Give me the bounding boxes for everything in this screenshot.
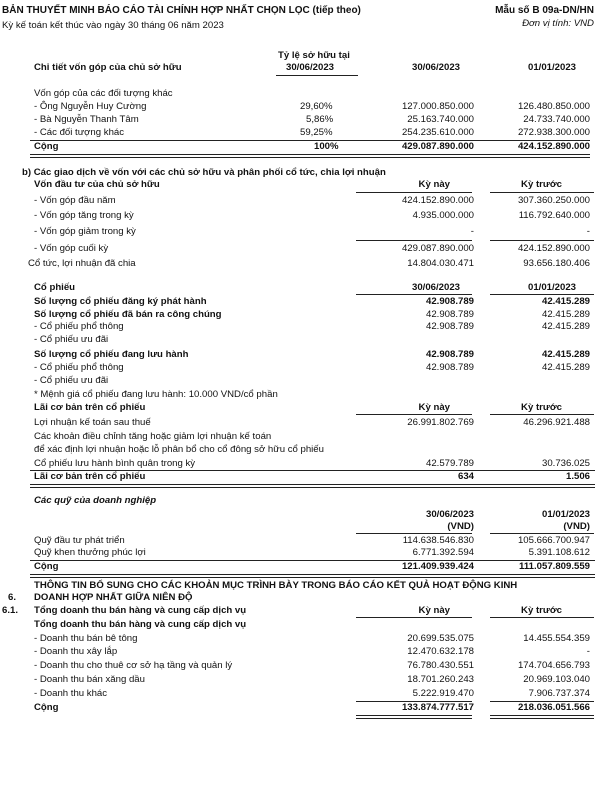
s61-col-b: Kỳ trước bbox=[521, 605, 562, 616]
s61-row-a: 18.701.260.243 bbox=[407, 674, 474, 685]
s1-double-rule bbox=[30, 154, 590, 158]
s2-head: Vốn đầu tư của chủ sở hữu bbox=[34, 179, 160, 190]
s4-r4-label: Lãi cơ bản trên cổ phiếu bbox=[34, 471, 146, 482]
s2-row bbox=[0, 195, 600, 207]
s61-row-a: 5.222.919.470 bbox=[412, 688, 474, 699]
s3-row-a: 42.908.789 bbox=[425, 321, 474, 332]
s4-col-a-rule bbox=[356, 414, 472, 415]
s5-col-a-unit: (VND) bbox=[447, 521, 474, 532]
s5-row-b: 105.666.700.947 bbox=[517, 535, 590, 546]
s4-col-a: Kỳ này bbox=[418, 402, 450, 413]
s3-row-a: 42.908.789 bbox=[425, 309, 474, 320]
s3-row-label: Số lượng cổ phiếu đã bán ra công chúng bbox=[34, 309, 222, 320]
s3-row bbox=[0, 334, 600, 346]
s61-col-b-rule bbox=[490, 617, 594, 618]
s61-row-b: 20.969.103.040 bbox=[523, 674, 590, 685]
s5-row bbox=[0, 535, 600, 547]
s61-double-rule-a bbox=[356, 715, 472, 719]
s2-row-a: 4.935.000.000 bbox=[412, 210, 474, 221]
s4-row-2a bbox=[0, 431, 600, 443]
s2-col-a: Kỳ này bbox=[418, 179, 450, 190]
s3-row-label: - Cổ phiếu ưu đãi bbox=[34, 334, 109, 345]
s3-row-b: 42.415.289 bbox=[541, 349, 590, 360]
s3-row-label: Số lượng cổ phiếu đang lưu hành bbox=[34, 349, 189, 360]
s4-r1-a: 26.991.802.769 bbox=[407, 417, 474, 428]
s3-col-a-rule bbox=[356, 294, 472, 295]
s1-col-header-1 bbox=[0, 50, 600, 62]
s2-row bbox=[0, 258, 600, 270]
s2-col-b-rule bbox=[490, 192, 594, 193]
s1-row bbox=[0, 127, 600, 139]
s2-row-b: - bbox=[586, 226, 590, 237]
form-number: Mẫu số B 09a-DN/HN bbox=[495, 5, 594, 16]
s1-row-b: 272.938.300.000 bbox=[517, 127, 590, 138]
s61-head-row bbox=[0, 619, 600, 631]
s4-row-1 bbox=[0, 417, 600, 429]
s1-col-header-2 bbox=[0, 62, 600, 74]
s5-title: Các quỹ của doanh nghiệp bbox=[34, 495, 157, 506]
s2-title: b) Các giao dịch về vốn với các chủ sở hữu và phân phối cổ tức, chia lợi nhuận bbox=[22, 167, 386, 178]
s6-title-2: DOANH HỢP NHẤT GIỮA NIÊN ĐỘ bbox=[34, 592, 193, 603]
currency-unit: Đơn vị tính: VND bbox=[522, 18, 594, 29]
s1-row-pct: 29,60% bbox=[300, 101, 333, 112]
s3-row-label: - Cổ phiếu ưu đãi bbox=[34, 375, 109, 386]
s3-col-a: 30/06/2023 bbox=[411, 282, 460, 293]
s4-row-4 bbox=[0, 471, 600, 483]
s5-col-header-2 bbox=[0, 521, 600, 533]
s2-row-label: - Vốn góp cuối kỳ bbox=[34, 243, 109, 254]
s61-row-a: 20.699.535.075 bbox=[407, 633, 474, 644]
s6-title-1: THÔNG TIN BỔ SUNG CHO CÁC KHOẢN MỤC TRÌNH BÀY TRONG BÁO CÁO KẾT QUẢ HOẠT ĐỘNG KINH bbox=[34, 580, 518, 591]
s61-row-label: - Doanh thu xây lắp bbox=[34, 646, 118, 657]
s5-col-a: 30/06/2023 bbox=[425, 509, 474, 520]
s1-col-pct-line1: Tỷ lệ sở hữu tại bbox=[278, 50, 350, 61]
s4-r3-b: 30.736.025 bbox=[541, 458, 590, 469]
s2-row-label: - Vốn góp tăng trong kỳ bbox=[34, 210, 134, 221]
s4-r4-b: 1.506 bbox=[565, 471, 590, 482]
s2-row-a: 429.087.890.000 bbox=[401, 243, 474, 254]
s5-col-b: 01/01/2023 bbox=[541, 509, 590, 520]
s2-row-a: 424.152.890.000 bbox=[401, 195, 474, 206]
s61-row-label: - Doanh thu cho thuê cơ sở hạ tầng và quản lý bbox=[34, 660, 233, 671]
s61-row bbox=[0, 660, 600, 672]
s3-row bbox=[0, 362, 600, 374]
s2-head-row bbox=[0, 179, 600, 191]
s4-row-3 bbox=[0, 458, 600, 470]
s5-title-row bbox=[0, 495, 600, 507]
s3-row bbox=[0, 375, 600, 387]
s5-row bbox=[0, 547, 600, 559]
s61-row-label: - Doanh thu khác bbox=[34, 688, 108, 699]
s61-row-b: 7.906.737.374 bbox=[528, 688, 590, 699]
s1-total-pct: 100% bbox=[314, 141, 339, 152]
s61-row-b: 14.455.554.359 bbox=[523, 633, 590, 644]
s3-row-a: 42.908.789 bbox=[425, 349, 474, 360]
s1-col-b: 01/01/2023 bbox=[527, 62, 576, 73]
s5-total-a: 121.409.939.424 bbox=[401, 561, 474, 572]
s1-total-b: 424.152.890.000 bbox=[517, 141, 590, 152]
s5-row-label: Quỹ đầu tư phát triển bbox=[34, 535, 125, 546]
s3-row-b: 42.415.289 bbox=[541, 362, 590, 373]
s1-row-a: 127.000.850.000 bbox=[401, 101, 474, 112]
s61-row-b: - bbox=[586, 646, 590, 657]
s1-col-pct-line2: 30/06/2023 bbox=[286, 62, 335, 73]
s4-r3-a: 42.579.789 bbox=[425, 458, 474, 469]
s2-row-b: 93.656.180.406 bbox=[523, 258, 590, 269]
s1-row bbox=[0, 88, 600, 100]
s1-row-b: 24.733.740.000 bbox=[523, 114, 590, 125]
s1-row-label: Vốn góp của các đối tượng khác bbox=[34, 88, 173, 99]
s61-total-b: 218.036.051.566 bbox=[517, 702, 590, 713]
s3-col-b: 01/01/2023 bbox=[527, 282, 576, 293]
s6-sub-row bbox=[0, 605, 600, 617]
s2-row bbox=[0, 243, 600, 255]
s61-row-b: 174.704.656.793 bbox=[517, 660, 590, 671]
s4-r2-label-2: để xác định lợi nhuận hoặc lỗ phân bổ cho cổ đông sở hữu cổ phiếu bbox=[34, 444, 324, 455]
s1-row-pct: 59,25% bbox=[300, 127, 333, 138]
s3-row-b: 42.415.289 bbox=[541, 309, 590, 320]
s5-col-b-rule bbox=[490, 533, 594, 534]
s4-r4-a: 634 bbox=[457, 471, 474, 482]
s1-row bbox=[0, 114, 600, 126]
s5-total-row bbox=[0, 561, 600, 573]
s3-row-b: 42.415.289 bbox=[541, 321, 590, 332]
report-title: BẢN THUYẾT MINH BÁO CÁO TÀI CHÍNH HỢP NHẤT CHỌN LỌC (tiếp theo) bbox=[2, 5, 361, 16]
s2-row-label: - Vốn góp đầu năm bbox=[34, 195, 116, 206]
s3-row-label: - Cổ phiếu phổ thông bbox=[34, 321, 124, 332]
s3-row bbox=[0, 296, 600, 308]
s4-r3-label: Cổ phiếu lưu hành bình quân trong kỳ bbox=[34, 458, 196, 469]
s5-total-b: 111.057.809.559 bbox=[519, 561, 590, 572]
s61-title: Tổng doanh thu bán hàng và cung cấp dịch vụ bbox=[34, 605, 247, 616]
s2-col-b: Kỳ trước bbox=[521, 179, 562, 190]
s5-col-header-1 bbox=[0, 509, 600, 521]
s6-title-row-1 bbox=[0, 580, 600, 592]
s3-head: Cổ phiếu bbox=[34, 282, 76, 293]
s1-row-pct: 5,86% bbox=[306, 114, 334, 125]
s2-row-label: Cổ tức, lợi nhuận đã chia bbox=[28, 258, 136, 269]
report-period: Kỳ kế toán kết thúc vào ngày 30 tháng 06 năm 2023 bbox=[2, 20, 224, 31]
s1-underline-pct bbox=[276, 75, 358, 76]
s2-row-a: 14.804.030.471 bbox=[407, 258, 474, 269]
s2-row-label: - Vốn góp giảm trong kỳ bbox=[34, 226, 136, 237]
s4-head: Lãi cơ bản trên cổ phiếu bbox=[34, 402, 146, 413]
s3-row-b: 42.415.289 bbox=[541, 296, 590, 307]
s4-r2-label-1: Các khoản điều chỉnh tăng hoặc giảm lợi nhuận kế toán bbox=[34, 431, 272, 442]
s61-number: 6.1. bbox=[2, 605, 19, 616]
s4-r1-label: Lợi nhuận kế toán sau thuế bbox=[34, 417, 151, 428]
s61-row-label: - Doanh thu bán xăng dầu bbox=[34, 674, 145, 685]
s61-row bbox=[0, 633, 600, 645]
s2-row-b: 116.792.640.000 bbox=[518, 210, 590, 221]
s5-row-a: 6.771.392.594 bbox=[412, 547, 474, 558]
s61-head: Tổng doanh thu bán hàng và cung cấp dịch vụ bbox=[34, 619, 247, 630]
s4-col-b: Kỳ trước bbox=[521, 402, 562, 413]
s2-title-row bbox=[0, 167, 600, 179]
s2-row-b: 307.360.250.000 bbox=[517, 195, 590, 206]
s5-col-a-rule bbox=[356, 533, 472, 534]
s3-col-b-rule bbox=[490, 294, 594, 295]
s3-row-label: - Cổ phiếu phổ thông bbox=[34, 362, 124, 373]
s61-row bbox=[0, 688, 600, 700]
s61-row-label: - Doanh thu bán bê tông bbox=[34, 633, 138, 644]
s5-row-b: 5.391.108.612 bbox=[528, 547, 590, 558]
s5-total-label: Cộng bbox=[34, 561, 59, 572]
s61-row bbox=[0, 674, 600, 686]
s3-row bbox=[0, 389, 600, 401]
s61-total-a: 133.874.777.517 bbox=[401, 702, 474, 713]
s4-row-2b bbox=[0, 444, 600, 456]
s4-double-rule bbox=[30, 484, 595, 488]
s1-col-a: 30/06/2023 bbox=[411, 62, 460, 73]
s1-row-a: 25.163.740.000 bbox=[407, 114, 474, 125]
s1-title: Chi tiết vốn góp của chủ sở hữu bbox=[34, 62, 182, 73]
s1-row-a: 254.235.610.000 bbox=[401, 127, 474, 138]
s3-row bbox=[0, 321, 600, 333]
s5-row-a: 114.638.546.830 bbox=[402, 535, 474, 546]
s61-row-a: 76.780.430.551 bbox=[407, 660, 474, 671]
s1-row-label: - Bà Nguyễn Thanh Tâm bbox=[34, 114, 139, 125]
s2-sub-rule-a bbox=[356, 240, 472, 241]
s3-row-a: 42.908.789 bbox=[425, 362, 474, 373]
s4-head-row bbox=[0, 402, 600, 414]
s4-col-b-rule bbox=[490, 414, 594, 415]
s2-col-a-rule bbox=[356, 192, 472, 193]
s5-double-rule bbox=[30, 574, 595, 578]
s3-head-row bbox=[0, 282, 600, 294]
s61-row-a: 12.470.632.178 bbox=[407, 646, 474, 657]
s2-row bbox=[0, 226, 600, 238]
s1-row-label: - Các đối tượng khác bbox=[34, 127, 125, 138]
s61-col-a-rule bbox=[356, 617, 472, 618]
s1-row-b: 126.480.850.000 bbox=[517, 101, 590, 112]
s3-row bbox=[0, 309, 600, 321]
s61-row bbox=[0, 646, 600, 658]
s1-row bbox=[0, 101, 600, 113]
s6-title-row-2 bbox=[0, 592, 600, 604]
s5-row-label: Quỹ khen thưởng phúc lợi bbox=[34, 547, 146, 558]
s3-note: * Mệnh giá cổ phiếu đang lưu hành: 10.000 VND/cổ phần bbox=[34, 389, 278, 400]
s1-total-label: Cộng bbox=[34, 141, 59, 152]
s3-row-label: Số lượng cổ phiếu đăng ký phát hành bbox=[34, 296, 207, 307]
s61-total-row bbox=[0, 702, 600, 714]
s1-row-label: - Ông Nguyễn Huy Cường bbox=[34, 101, 147, 112]
s2-row bbox=[0, 210, 600, 222]
s2-row-b: 424.152.890.000 bbox=[517, 243, 590, 254]
s4-r1-b: 46.296.921.488 bbox=[523, 417, 590, 428]
s1-total-row bbox=[0, 141, 600, 153]
s3-row-a: 42.908.789 bbox=[425, 296, 474, 307]
s61-col-a: Kỳ này bbox=[418, 605, 450, 616]
s2-row-a: - bbox=[470, 226, 474, 237]
s5-col-b-unit: (VND) bbox=[563, 521, 590, 532]
s3-row bbox=[0, 349, 600, 361]
s6-number: 6. bbox=[8, 592, 17, 603]
s61-total-label: Cộng bbox=[34, 702, 59, 713]
s61-double-rule-b bbox=[490, 715, 594, 719]
s1-total-a: 429.087.890.000 bbox=[401, 141, 474, 152]
s2-sub-rule-b bbox=[490, 240, 594, 241]
